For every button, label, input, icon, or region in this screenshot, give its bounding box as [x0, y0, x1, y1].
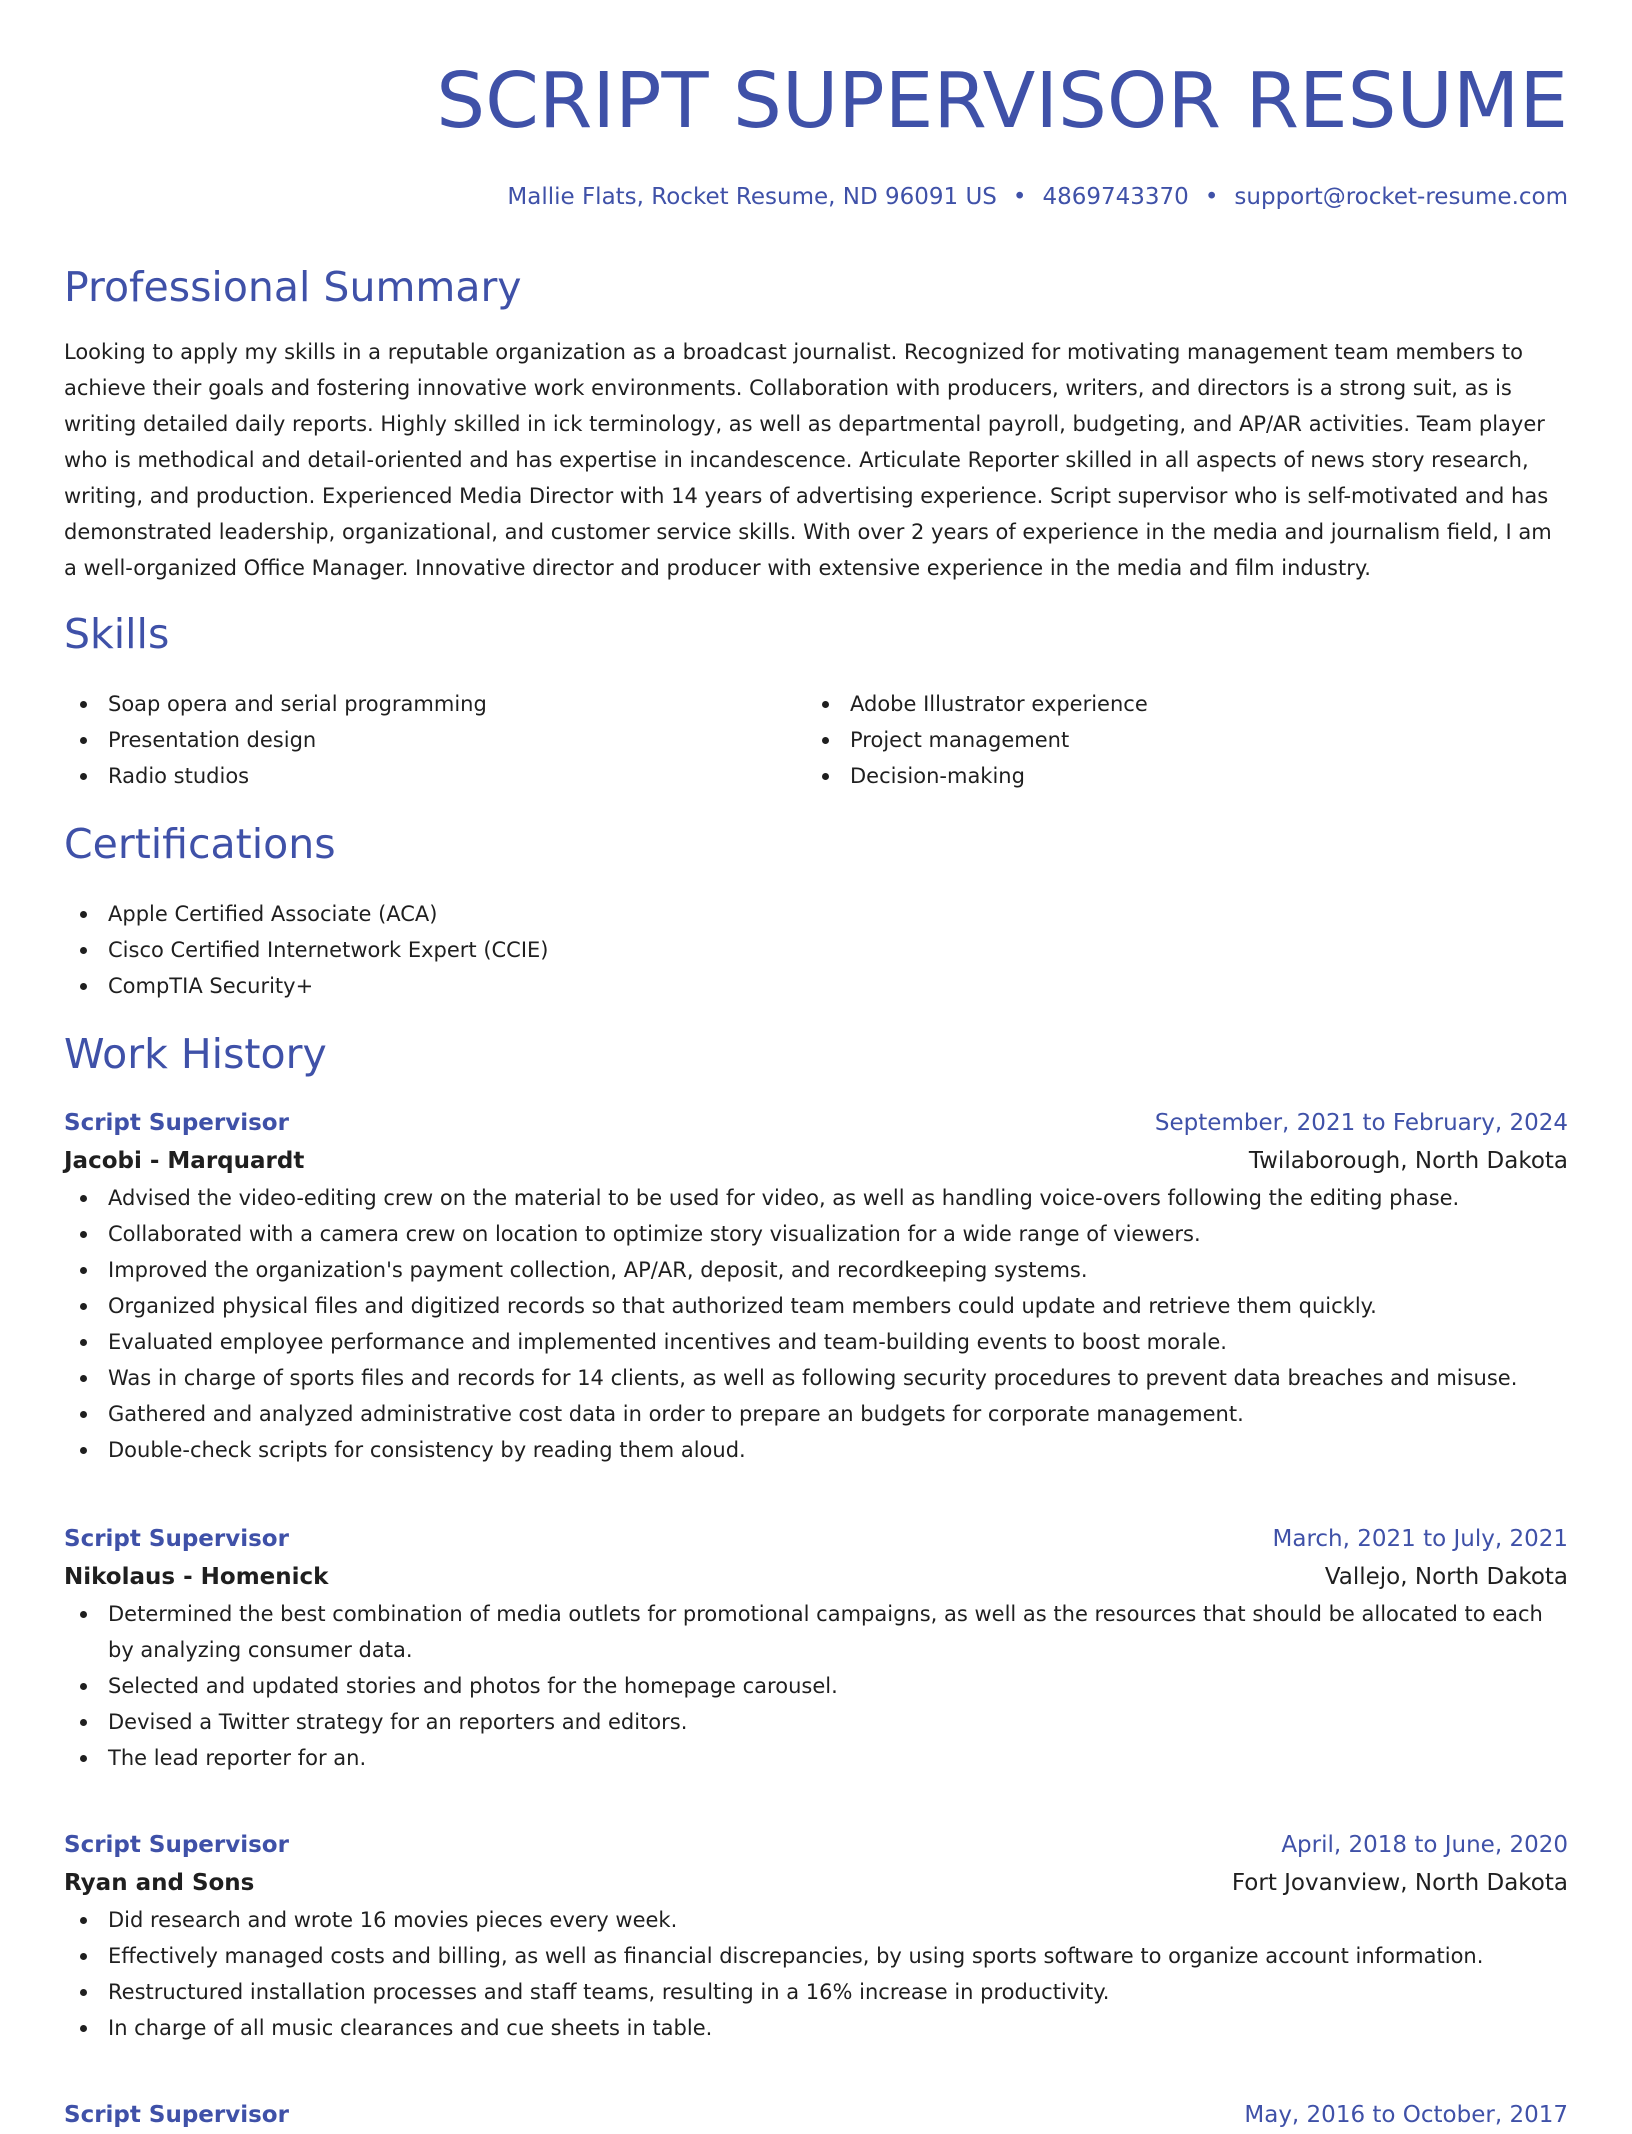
contact-email: support@rocket-resume.com	[1234, 184, 1568, 210]
certification-item: Apple Certified Associate (ACA)	[64, 896, 1568, 932]
job-company: Nikolaus - Homenick	[64, 1564, 329, 1590]
skill-item: Presentation design	[64, 722, 804, 758]
job-bullet: Gathered and analyzed administrative cost data in order to prepare an budgets for corporate management.	[64, 1396, 1568, 1432]
contact-address: Mallie Flats, Rocket Resume, ND 96091 US	[507, 184, 997, 210]
job-bullet: Organized physical files and digitized records so that authorized team members could update and retrieve them quickly.	[64, 1288, 1568, 1324]
job-dates: April, 2018 to June, 2020	[1281, 1832, 1568, 1858]
work-history-heading: Work History	[64, 1030, 327, 1078]
job-bullets	[64, 1180, 1568, 1468]
certifications-list	[64, 896, 1568, 1004]
job-entry	[64, 1520, 1568, 1776]
contact-separator: •	[1204, 184, 1219, 210]
job-dates: March, 2021 to July, 2021	[1272, 1526, 1568, 1552]
certification-item: CompTIA Security+	[64, 968, 1568, 1004]
skill-item: Radio studios	[64, 758, 804, 794]
job-title: Script Supervisor	[64, 2102, 289, 2128]
job-bullet: The lead reporter for an.	[64, 1740, 1568, 1776]
job-bullet: Effectively managed costs and billing, as well as financial discrepancies, by using sports software to organize account information.	[64, 1938, 1568, 1974]
job-bullet: Advised the video-editing crew on the material to be used for video, as well as handling voice-overs following the editing phase.	[64, 1180, 1568, 1216]
job-bullet: Double-check scripts for consistency by reading them aloud.	[64, 1432, 1568, 1468]
job-bullet: Evaluated employee performance and implemented incentives and team-building events to boost morale.	[64, 1324, 1568, 1360]
job-bullet: Determined the best combination of media outlets for promotional campaigns, as well as the resources that should be allocated to each by analyzing consumer data.	[64, 1596, 1568, 1668]
job-bullet: Devised a Twitter strategy for an reporters and editors.	[64, 1704, 1568, 1740]
skills-heading: Skills	[64, 610, 170, 658]
resume-title: SCRIPT SUPERVISOR RESUME	[436, 57, 1568, 146]
certifications-heading: Certifications	[64, 820, 336, 868]
job-location: Twilaborough, North Dakota	[1248, 1148, 1568, 1174]
job-bullet: Selected and updated stories and photos for the homepage carousel.	[64, 1668, 1568, 1704]
job-entry	[64, 1104, 1568, 1468]
skill-item: Adobe Illustrator experience	[806, 686, 1546, 722]
job-location: Vallejo, North Dakota	[1324, 1564, 1568, 1590]
certification-item: Cisco Certified Internetwork Expert (CCIE)	[64, 932, 1568, 968]
contact-line	[507, 180, 1568, 214]
job-bullet: Improved the organization's payment collection, AP/AR, deposit, and recordkeeping systems.	[64, 1252, 1568, 1288]
summary-heading: Professional Summary	[64, 263, 522, 311]
job-bullet: Restructured installation processes and staff teams, resulting in a 16% increase in productivity.	[64, 1974, 1568, 2010]
job-company: Jacobi - Marquardt	[64, 1148, 305, 1174]
job-bullets	[64, 1596, 1568, 1776]
job-bullets	[64, 1902, 1568, 2046]
job-entry	[64, 2096, 1568, 2134]
skill-item: Project management	[806, 722, 1546, 758]
job-bullet: In charge of all music clearances and cue sheets in table.	[64, 2010, 1568, 2046]
skills-list-left	[64, 686, 804, 794]
job-bullet: Was in charge of sports files and records for 14 clients, as well as following security procedures to prevent data breaches and misuse.	[64, 1360, 1568, 1396]
job-dates: September, 2021 to February, 2024	[1154, 1110, 1568, 1136]
job-title: Script Supervisor	[64, 1110, 289, 1136]
contact-phone: 4869743370	[1042, 184, 1189, 210]
contact-separator: •	[1012, 184, 1027, 210]
job-bullet: Collaborated with a camera crew on location to optimize story visualization for a wide range of viewers.	[64, 1216, 1568, 1252]
job-title: Script Supervisor	[64, 1832, 289, 1858]
skill-item: Soap opera and serial programming	[64, 686, 804, 722]
skills-list-right	[806, 686, 1546, 794]
job-entry	[64, 1826, 1568, 2046]
job-company: Ryan and Sons	[64, 1870, 255, 1896]
summary-text: Looking to apply my skills in a reputable organization as a broadcast journalist. Recognized for motivating management team members to achieve their goals and fostering innovative work environments. Collaboration with producers, writers, and directors is a strong suit, as is writing detailed daily reports. Highly skilled in ick terminology, as well as departmental payroll, budgeting, and AP/AR activities. Team player who is methodical and detail-oriented and has expertise in incandescence. Articulate Reporter skilled in all aspects of news story research, writing, and production. Experienced Media Director with 14 years of advertising experience. Script supervisor who is self-motivated and has demonstrated leadership, organizational, and customer service skills. With over 2 years of experience in the media and journalism field, I am a well-organized Office Manager. Innovative director and producer with extensive experience in the media and film industry.	[64, 340, 1552, 580]
job-dates: May, 2016 to October, 2017	[1244, 2102, 1568, 2128]
job-location: Fort Jovanview, North Dakota	[1231, 1870, 1568, 1896]
skill-item: Decision-making	[806, 758, 1546, 794]
job-bullet: Did research and wrote 16 movies pieces every week.	[64, 1902, 1568, 1938]
job-title: Script Supervisor	[64, 1526, 289, 1552]
